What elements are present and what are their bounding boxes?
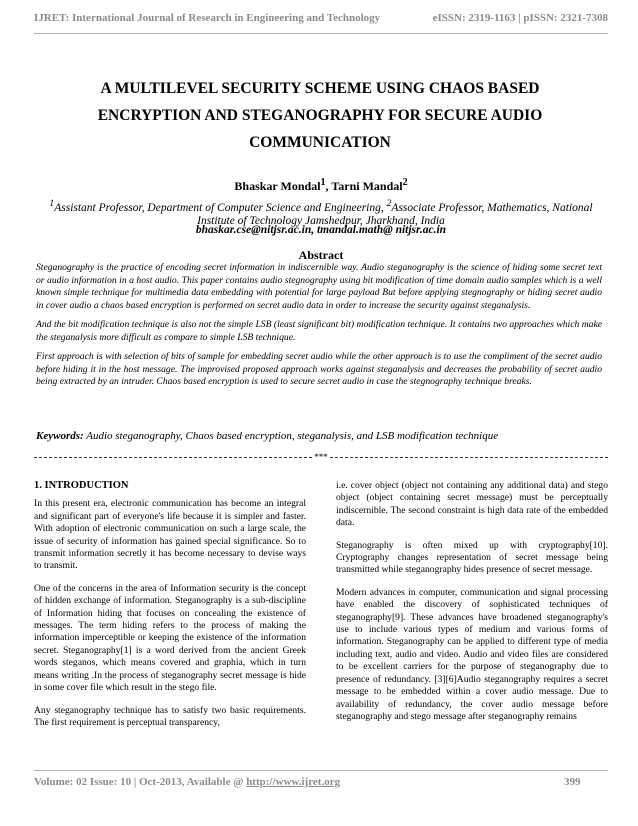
abstract-paragraph-2: And the bit modification technique is also not the simple LSB (least significant bit) modification technique. It contains two approaches which make the steganalysis more difficult as compare to simple LSB technique. [36, 319, 602, 343]
left-column [34, 478, 306, 739]
affil-part-1: Assistant Professor, Department of Computer Science and Engineering, [54, 201, 387, 214]
paper-title [50, 75, 590, 156]
intro-heading: 1. INTRODUCTION [34, 480, 129, 491]
author-1-sup: 1 [320, 177, 326, 188]
right-paragraph-1: i.e. cover object (object not containing any additional data) and stego object (object containing secret message) must be perceptually indiscernible. The second constraint is high data rate of the embedded data. [336, 480, 608, 529]
header-rule [34, 33, 608, 34]
affil-sup-2: 2 [386, 198, 392, 209]
right-column [336, 480, 608, 733]
author-list [34, 177, 608, 194]
keywords-label: Keywords: [36, 430, 84, 442]
intro-paragraph-1: In this present era, electronic communication has become an integral and significant part of everyone's life because it is simpler and faster. With adoption of electronic communication on such a large scale, the issue of security of information has gained special significance. So to transmit information secretly it has become necessary to devise ways to transmit. [34, 498, 306, 572]
right-paragraph-3: Modern advances in computer, communication and signal processing have enabled the discovery of sophisticated techniques of steganography[9]. These advances have broadened steganography's use to include various types of medium and various forms of information. Steganography can be applied to different type of media including text, audio and video. Audio and video files are considered to be excellent carriers for the purpose of steganography due to presence of redundancy. [3][6]Audio steganography requires a secret message to be embedded within a cover audio message. Due to availability of redundancy, the cover audio message before steganography and stego message after steganography remains [336, 586, 608, 722]
affil-sup-1: 1 [49, 198, 55, 209]
keywords-text: Audio steganography, Chaos based encryption, steganalysis, and LSB modification technique [83, 430, 499, 442]
affil-part-2: Associate Professor, Mathematics, National [391, 201, 593, 214]
journal-name: IJRET: International Journal of Research in Engineering and Technology [34, 12, 381, 24]
abstract-paragraph-3: First approach is with selection of bits of sample for embedding secret audio while the other approach is to use the compliment of the secret audio before hiding it in the host message. The improvised proposed approach works against steganalysis and decreases the probability of secret audio being extracted by an intruder. Chaos based encryption is used to secure secret audio in case the stegnography technique breaks. [36, 351, 602, 387]
section-separator [34, 452, 608, 462]
footer-prefix: Volume: 02 Issue: 10 | Oct-2013, Available @ [34, 776, 247, 788]
author-1: Bhaskar Mondal [234, 179, 321, 193]
separator-mark: *** [314, 452, 328, 462]
abstract-paragraph-1: Steganography is the practice of encoding secret information in indiscernible way. Audio steganography is the science of hiding some secret text or audio information in a host audio. This paper contains audio stegnography using bit modification of time domain audio samples which is a well known simple technique for multimedia data embedding with potential for large payload But before applying stegnography or hiding secret audio in cover audio a chaos based encryption is performed on secret audio data in order to increase the security against steganalysis. [36, 262, 602, 311]
journal-link[interactable]: http://www.ijret.org [246, 776, 341, 788]
title-line-2: ENCRYPTION AND STEGANOGRAPHY FOR SECURE AUDIO [97, 107, 543, 124]
right-paragraph-2: Steganography is often mixed up with cryptography[10]. Cryptography changes representation of secret message being transmitted while steganography hides presence of secret message. [336, 539, 608, 576]
keywords [36, 430, 602, 442]
page-number: 399 [564, 776, 581, 788]
author-emails: bhaskar.cse@nitjsr.ac.in, tmandal.math@ nitjsr.ac.in [195, 224, 447, 236]
title-line-3: COMMUNICATION [249, 134, 391, 151]
affil-line-2: Institute of Technology Jamshedpur, Jharkhand, India [197, 214, 445, 227]
author-2: Tarni Mandal [331, 179, 403, 193]
abstract-body [36, 262, 602, 396]
intro-paragraph-3: Any steganography technique has to satisfy two basic requirements. The first requirement is perceptual transparency, [34, 704, 306, 728]
author-2-sup: 2 [402, 177, 408, 188]
separator-dash-right [330, 457, 608, 458]
separator-dash-left [34, 457, 312, 458]
issn-info: eISSN: 2319-1163 | pISSN: 2321-7308 [432, 12, 608, 24]
footer-rule [34, 770, 608, 771]
author-separator: , [325, 179, 332, 193]
footer-volume-info [34, 776, 340, 788]
title-line-1: A MULTILEVEL SECURITY SCHEME USING CHAOS BASED [100, 80, 540, 97]
intro-paragraph-2: One of the concerns in the area of Information security is the concept of hidden exchange of information. Steganography is a sub-discipline of Information hiding that focuses on concealing the existence of messages. The term hiding refers to the process of making the information imperceptible or keeping the existence of the information secret. Steganography[1] is a word derived from the ancient Greek words steganos, which means covered and graphia, which in turn means writing .In the process of steganography secret message is hide in some cover file which result in the stego file. [34, 582, 306, 694]
abstract-heading: Abstract [298, 248, 344, 262]
